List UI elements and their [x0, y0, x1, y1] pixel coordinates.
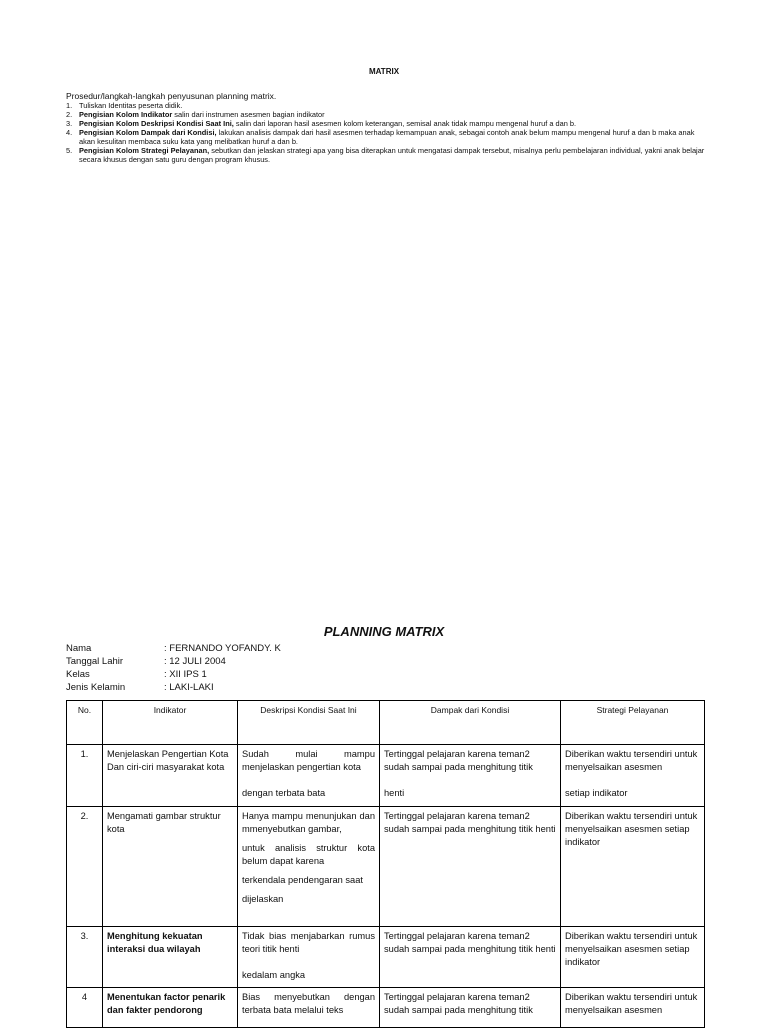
cell-deskripsi: Bias menyebutkan dengan terbata bata melalui teks	[238, 988, 380, 1028]
header-strategi: Strategi Pelayanan	[561, 701, 705, 745]
header-deskripsi: Deskripsi Kondisi Saat Ini	[238, 701, 380, 745]
cell-no: 3.	[67, 927, 103, 988]
cell-strategi: Diberikan waktu tersendiri untuk menyelsaikan asesmen setiap indikator	[561, 745, 705, 807]
table-header-row	[67, 701, 705, 745]
cell-strategi: Diberikan waktu tersendiri untuk menyelsaikan asesmen	[561, 988, 705, 1028]
header-dampak: Dampak dari Kondisi	[380, 701, 561, 745]
cell-indikator: Menjelaskan Pengertian Kota Dan ciri-ciri masyarakat kota	[103, 745, 238, 807]
cell-dampak: Tertinggal pelajaran karena teman2 sudah sampai pada menghitung titik	[380, 988, 561, 1028]
step-item: 4. Pengisian Kolom Dampak dari Kondisi, lakukan analisis dampak dari hasil asesmen terhadap kemampuan anak, sebagai contoh anak belum mampu mengenal huruf a dan b maka anak akan kesulitan membaca suku kata yang melibatkan huruf a dan b.	[66, 128, 695, 146]
table-row	[67, 807, 705, 927]
cell-dampak: Tertinggal pelajaran karena teman2 sudah sampai pada menghitung titik henti	[380, 807, 561, 927]
header-no: No.	[67, 701, 103, 745]
document-title: MATRIX	[368, 67, 400, 76]
step-item: 5. Pengisian Kolom Strategi Pelayanan, sebutkan dan jelaskan strategi apa yang bisa diterapkan untuk mengatasi dampak tersebut, misalnya perlu pembelajaran individual, yakni anak belajar secara khusus dengan satu guru dengan program khusus.	[66, 145, 705, 164]
cell-no: 1.	[67, 745, 103, 807]
intro-text: Prosedur/langkah-langkah penyusunan planning matrix.	[66, 91, 277, 101]
cell-deskripsi: Sudah mulai mampu menjelaskan pengertian kota dengan terbata bata	[238, 745, 380, 807]
cell-no: 2.	[67, 807, 103, 927]
table-row	[67, 927, 705, 988]
cell-indikator: Mengamati gambar struktur kota	[103, 807, 238, 927]
cell-dampak: Tertinggal pelajaran karena teman2 sudah sampai pada menghitung titik henti	[380, 745, 561, 807]
cell-deskripsi: Hanya mampu menunjukan dan mmenyebutkan gambar, untuk analisis struktur kota belum dapat karena terkendala pendengaran saat dijelaskan	[238, 807, 380, 927]
cell-strategi: Diberikan waktu tersendiri untuk menyelsaikan asesmen setiap indikator	[561, 807, 705, 927]
step-item: 3. Pengisian Kolom Deskripsi Kondisi Saat Ini, salin dari laporan hasil asesmen kolom keterangan, semisal anak tidak mampu mengenal huruf a dan b.	[66, 119, 577, 129]
header-indikator: Indikator	[103, 701, 238, 745]
procedure-steps	[66, 102, 706, 165]
cell-dampak: Tertinggal pelajaran karena teman2 sudah sampai pada menghitung titik henti	[380, 927, 561, 988]
cell-strategi: Diberikan waktu tersendiri untuk menyelsaikan asesmen setiap indikator	[561, 927, 705, 988]
table-row	[67, 988, 705, 1028]
planning-matrix-title: PLANNING MATRIX	[323, 624, 445, 639]
step-item: 2. Pengisian Kolom Indikator salin dari instrumen asesmen bagian indikator	[66, 110, 325, 120]
cell-deskripsi: Tidak bias menjabarkan rumus teori titik henti kedalam angka	[238, 927, 380, 988]
step-item: 1. Tuliskan Identitas peserta didik.	[66, 101, 183, 110]
cell-no: 4	[67, 988, 103, 1028]
cell-indikator: Menentukan factor penarik dan fakter pendorong	[103, 988, 238, 1028]
table-row	[67, 745, 705, 807]
cell-indikator: Menghitung kekuatan interaksi dua wilayah	[103, 927, 238, 988]
planning-matrix-table	[66, 700, 705, 1028]
